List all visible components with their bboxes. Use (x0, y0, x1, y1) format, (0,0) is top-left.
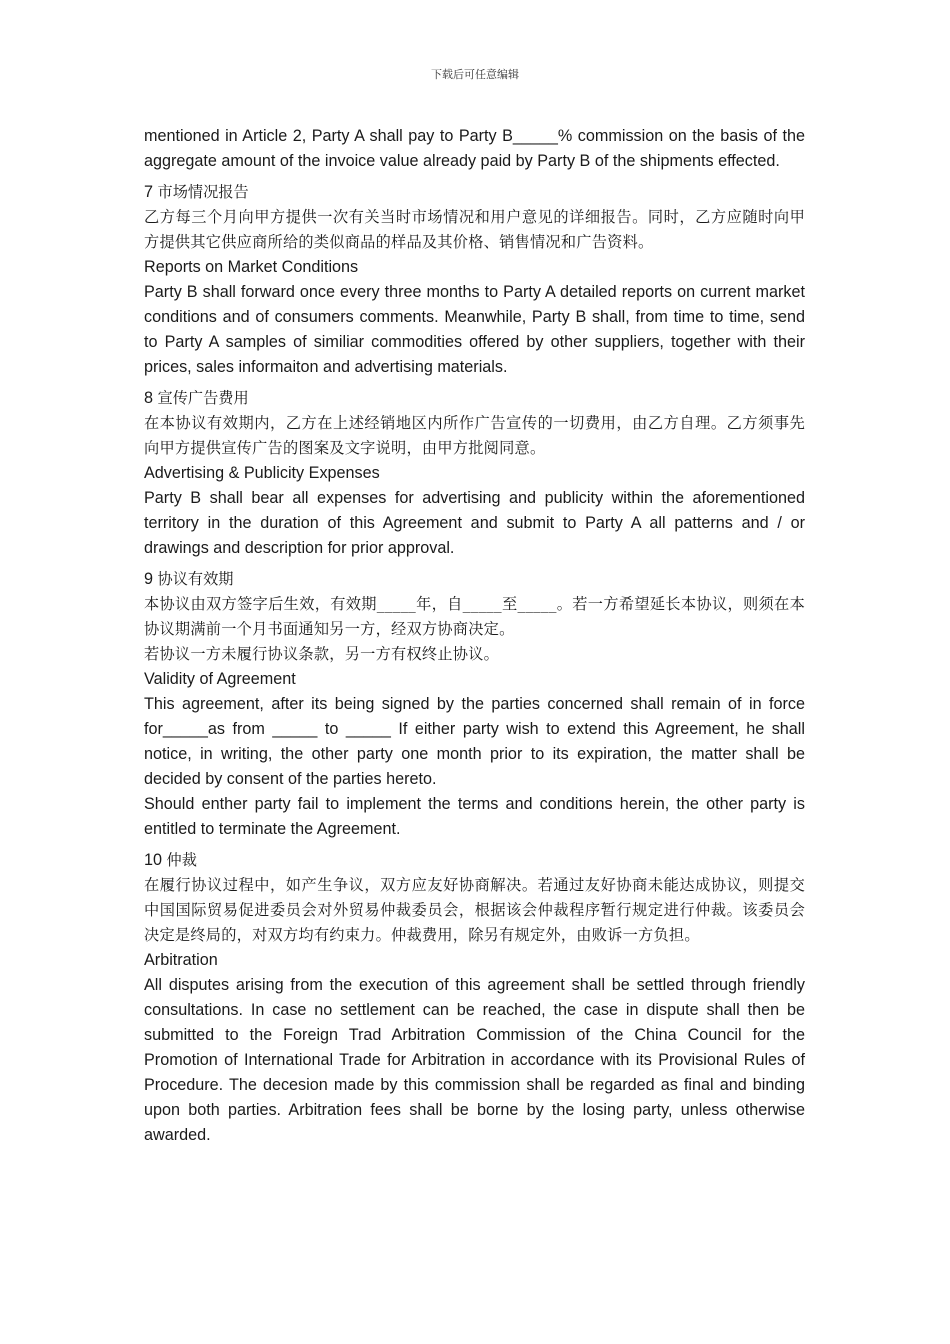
section-cn-title: 市场情况报告 (157, 183, 249, 201)
section-en-title: Arbitration (144, 951, 218, 969)
section-cn-paragraph: 乙方每三个月向甲方提供一次有关当时市场情况和用户意见的详细报告。同时，乙方应随时向甲方提供其它供应商所给的类似商品的样品及其价格、销售情况和广告资料。 (144, 208, 805, 251)
section-heading (144, 567, 805, 592)
section-cn-paragraph: 本协议由双方签字后生效，有效期_____年，自_____至_____。若一方希望延长本协议，则须在本协议期满前一个月书面通知另一方，经双方协商决定。 (144, 595, 805, 638)
section-cn-title: 仲裁 (166, 851, 197, 869)
section-en-paragraph: Party B shall bear all expenses for advertising and publicity within the aforementioned territory in the duration of this Agreement and submit to Party A all patterns and / or drawings and description for prior approval. (144, 489, 805, 557)
section-8 (144, 386, 805, 561)
sections-container (144, 180, 805, 1148)
section-10 (144, 848, 805, 1148)
section-cn-paragraph: 在履行协议过程中，如产生争议，双方应友好协商解决。若通过友好协商未能达成协议，则提交中国国际贸易促进委员会对外贸易仲裁委员会，根据该会仲裁程序暂行规定进行仲裁。该委员会决定是终局的，对双方均有约束力。仲裁费用，除另有规定外，由败诉一方负担。 (144, 876, 805, 944)
section-number: 7 (144, 183, 154, 201)
section-9 (144, 567, 805, 842)
section-7 (144, 180, 805, 380)
section-en-title: Advertising & Publicity Expenses (144, 464, 380, 482)
section-cn-title: 宣传广告费用 (157, 389, 249, 407)
section-en-paragraph: Party B shall forward once every three months to Party A detailed reports on current market conditions and of consumers comments. Meanwhile, Party B shall, from time to time, send to Party A samples of similiar commodities offered by other suppliers, together with their prices, sales informaiton and advertising materials. (144, 283, 805, 376)
section-en-title: Validity of Agreement (144, 670, 296, 688)
section-en-paragraph: All disputes arising from the execution of this agreement shall be settled through friendly consultations. In case no settlement can be reached, the case in dispute shall then be submitted to the Foreign Trad Arbitration Commission of the China Council for the Promotion of International Trade for Arbitration in accordance with its Provisional Rules of Procedure. The decesion made by this commission shall be regarded as final and binding upon both parties. Arbitration fees shall be borne by the losing party, unless otherwise awarded. (144, 976, 805, 1144)
section-cn-title: 协议有效期 (157, 570, 234, 588)
section-heading (144, 848, 805, 873)
section-number: 10 (144, 851, 163, 869)
section-en-paragraph: This agreement, after its being signed by the parties concerned shall remain of in force for_____as from _____ to _____ If either party wish to extend this Agreement, he shall notice, in writing, the other party one month prior to its expiration, the matter shall be decided by consent of the parties hereto. (144, 695, 805, 788)
document-body (144, 124, 805, 1148)
section-cn-paragraph: 若协议一方未履行协议条款，另一方有权终止协议。 (144, 645, 500, 663)
section-heading (144, 180, 805, 205)
page-header: 下载后可任意编辑 (431, 68, 519, 81)
section-en-paragraph: Should enther party fail to implement the terms and conditions herein, the other party is entitled to terminate the Agreement. (144, 795, 805, 838)
section-number: 8 (144, 389, 154, 407)
intro-paragraph: mentioned in Article 2, Party A shall pay to Party B_____% commission on the basis of the aggregate amount of the invoice value already paid by Party B of the shipments effected. (144, 127, 805, 170)
section-number: 9 (144, 570, 154, 588)
section-heading (144, 386, 805, 411)
section-cn-paragraph: 在本协议有效期内，乙方在上述经销地区内所作广告宣传的一切费用，由乙方自理。乙方须事先向甲方提供宣传广告的图案及文字说明，由甲方批阅同意。 (144, 414, 805, 457)
section-en-title: Reports on Market Conditions (144, 258, 359, 276)
